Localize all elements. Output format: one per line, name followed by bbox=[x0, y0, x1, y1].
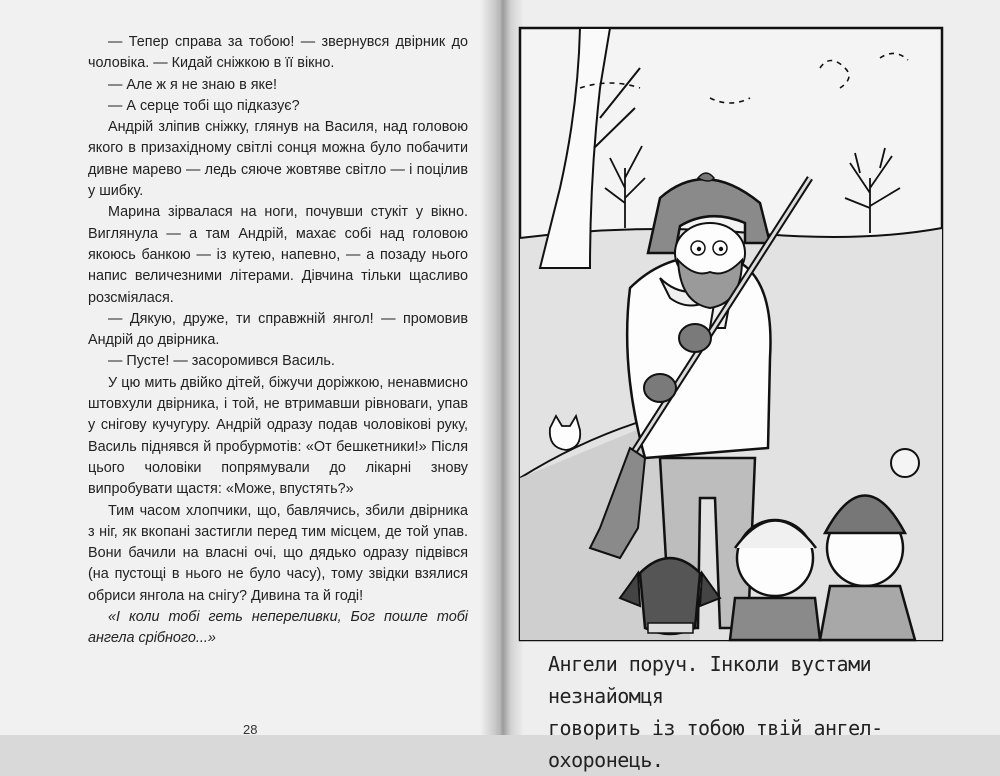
left-page bbox=[0, 0, 496, 735]
paragraph: — А серце тобі що підказує? bbox=[108, 97, 300, 114]
paragraph: У цю мить двійко дітей, біжучи доріжкою, ненавмисно штовхули двірника, і той, не втримавши рівноваги, упав у снігову кучугуру. Андрій одразу подав чоловікові руку, Василь піднявся й пробурмотів: «От бешкетники!» Після цього чоловіки попрямували до лікарні знову випробувати щастя: «Може, впустять?» bbox=[88, 374, 468, 498]
caption-line: говорить із тобою твій ангел-охоронець. bbox=[548, 716, 883, 772]
quote-paragraph: «І коли тобі геть непереливки, Бог пошле тобі ангела срібного...» bbox=[88, 609, 468, 647]
paragraph: — Дякую, друже, ти справжній янгол! — промовив Андрій до двірника. bbox=[88, 310, 468, 349]
page-number: 28 bbox=[243, 722, 258, 737]
paragraph: — Тепер справа за тобою! — звернувся двірник до чоловіка. — Кидай сніжкою в її вікно. bbox=[88, 34, 468, 72]
book-gutter bbox=[480, 0, 524, 735]
body-text bbox=[88, 32, 468, 650]
janitor-with-broom-and-children-illustration bbox=[520, 28, 942, 640]
paragraph: Тим часом хлопчики, що, бавлячись, збили двірника з ніг, як вкопані застигли перед тим місцем, де той упав. Вони бачили на власні очі, що дядько одразу підвівся (на пустощі в нього не було часу), тому звідки взялися обриси янгола на снігу? Дивина та й годі! bbox=[88, 502, 468, 604]
paragraph: Марина зірвалася на ноги, почувши стукіт у вікно. Виглянула — а там Андрій, махає собі над головою якоюсь банкою — із кутею, напевно, — а позаду нього напис величезними літерами. Дівчина тільки щасливо розсміялася. bbox=[88, 204, 468, 306]
caption-line: Ангели поруч. Інколи вустами незнайомця bbox=[548, 652, 872, 708]
paragraph: Андрій зліпив сніжку, глянув на Василя, над головою якого в призахідному світлі сонця можна було побачити дивне марево — ледь сяюче жовтяве світло — і поцілив у шибку. bbox=[88, 119, 468, 200]
paragraph: — Пусте! — засоромився Василь. bbox=[108, 353, 335, 370]
illustration-caption bbox=[548, 648, 928, 776]
paragraph: — Але ж я не знаю в яке! bbox=[108, 76, 277, 93]
